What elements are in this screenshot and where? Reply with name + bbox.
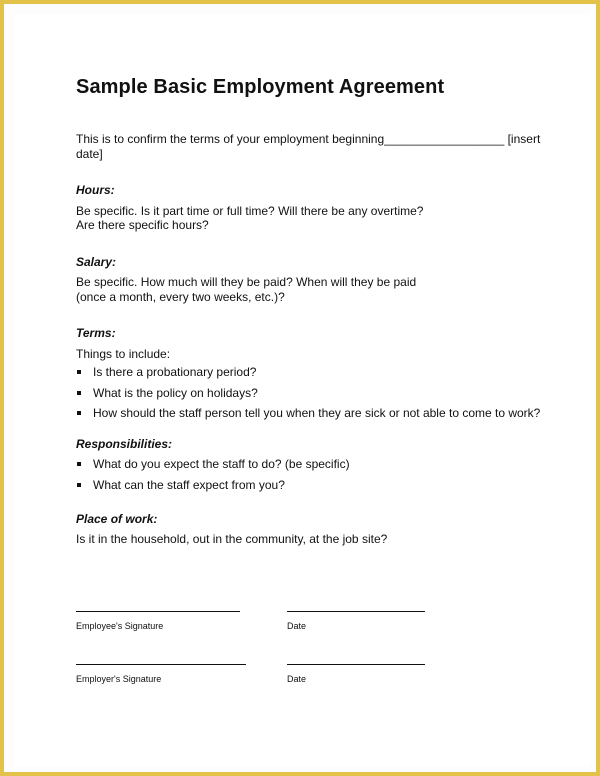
list-item: [76, 478, 546, 493]
list-item-text: What is the policy on holidays?: [93, 385, 258, 400]
bullet-icon: [77, 411, 81, 415]
document-page: [14, 14, 590, 766]
signature-line: [76, 611, 240, 612]
salary-line-2: (once a month, every two weeks, etc.)?: [76, 289, 285, 304]
bullet-icon: [77, 483, 81, 487]
terms-list: [76, 365, 546, 421]
date-block-2: [287, 664, 425, 684]
terms-intro: Things to include:: [76, 346, 171, 361]
list-item-text: What can the staff expect from you?: [93, 477, 285, 492]
employer-signature-block: [76, 664, 246, 684]
signature-line: [287, 611, 425, 612]
intro-text: This is to confirm the terms of your employment beginning__________________ [insert date]: [76, 132, 541, 161]
employee-signature-label: Employee's Signature: [76, 621, 164, 631]
signature-line: [76, 664, 246, 665]
list-item: [76, 406, 546, 421]
place-heading: Place of work:: [76, 512, 158, 526]
list-item: [76, 365, 546, 380]
list-item-text: What do you expect the staff to do? (be specific): [93, 457, 350, 471]
list-item: [76, 457, 546, 472]
date-label-1: Date: [287, 621, 307, 631]
document-body: [76, 74, 546, 546]
responsibilities-list: [76, 457, 546, 492]
list-item: [76, 386, 546, 401]
employee-signature-block: [76, 611, 240, 631]
salary-heading: Salary:: [76, 254, 117, 269]
hours-heading: Hours:: [76, 183, 115, 197]
bullet-icon: [77, 462, 81, 466]
bullet-icon: [77, 391, 81, 395]
place-line-1: Is it in the household, out in the community, at the job site?: [76, 531, 388, 546]
terms-heading: Terms:: [76, 326, 116, 340]
bullet-icon: [77, 370, 81, 374]
date-label-2: Date: [287, 674, 307, 684]
list-item-text: How should the staff person tell you when they are sick or not able to come to work?: [93, 406, 541, 420]
document-title: Sample Basic Employment Agreement: [76, 76, 445, 98]
date-block-1: [287, 611, 425, 631]
employer-signature-label: Employer's Signature: [76, 674, 162, 684]
list-item-text: Is there a probationary period?: [93, 365, 257, 379]
signature-line: [287, 664, 425, 665]
salary-line-1: Be specific. How much will they be paid? When will they be paid: [76, 275, 417, 289]
responsibilities-heading: Responsibilities:: [76, 436, 173, 451]
hours-line-1: Be specific. Is it part time or full time? Will there be any overtime?: [76, 203, 424, 218]
hours-line-2: Are there specific hours?: [76, 218, 209, 232]
